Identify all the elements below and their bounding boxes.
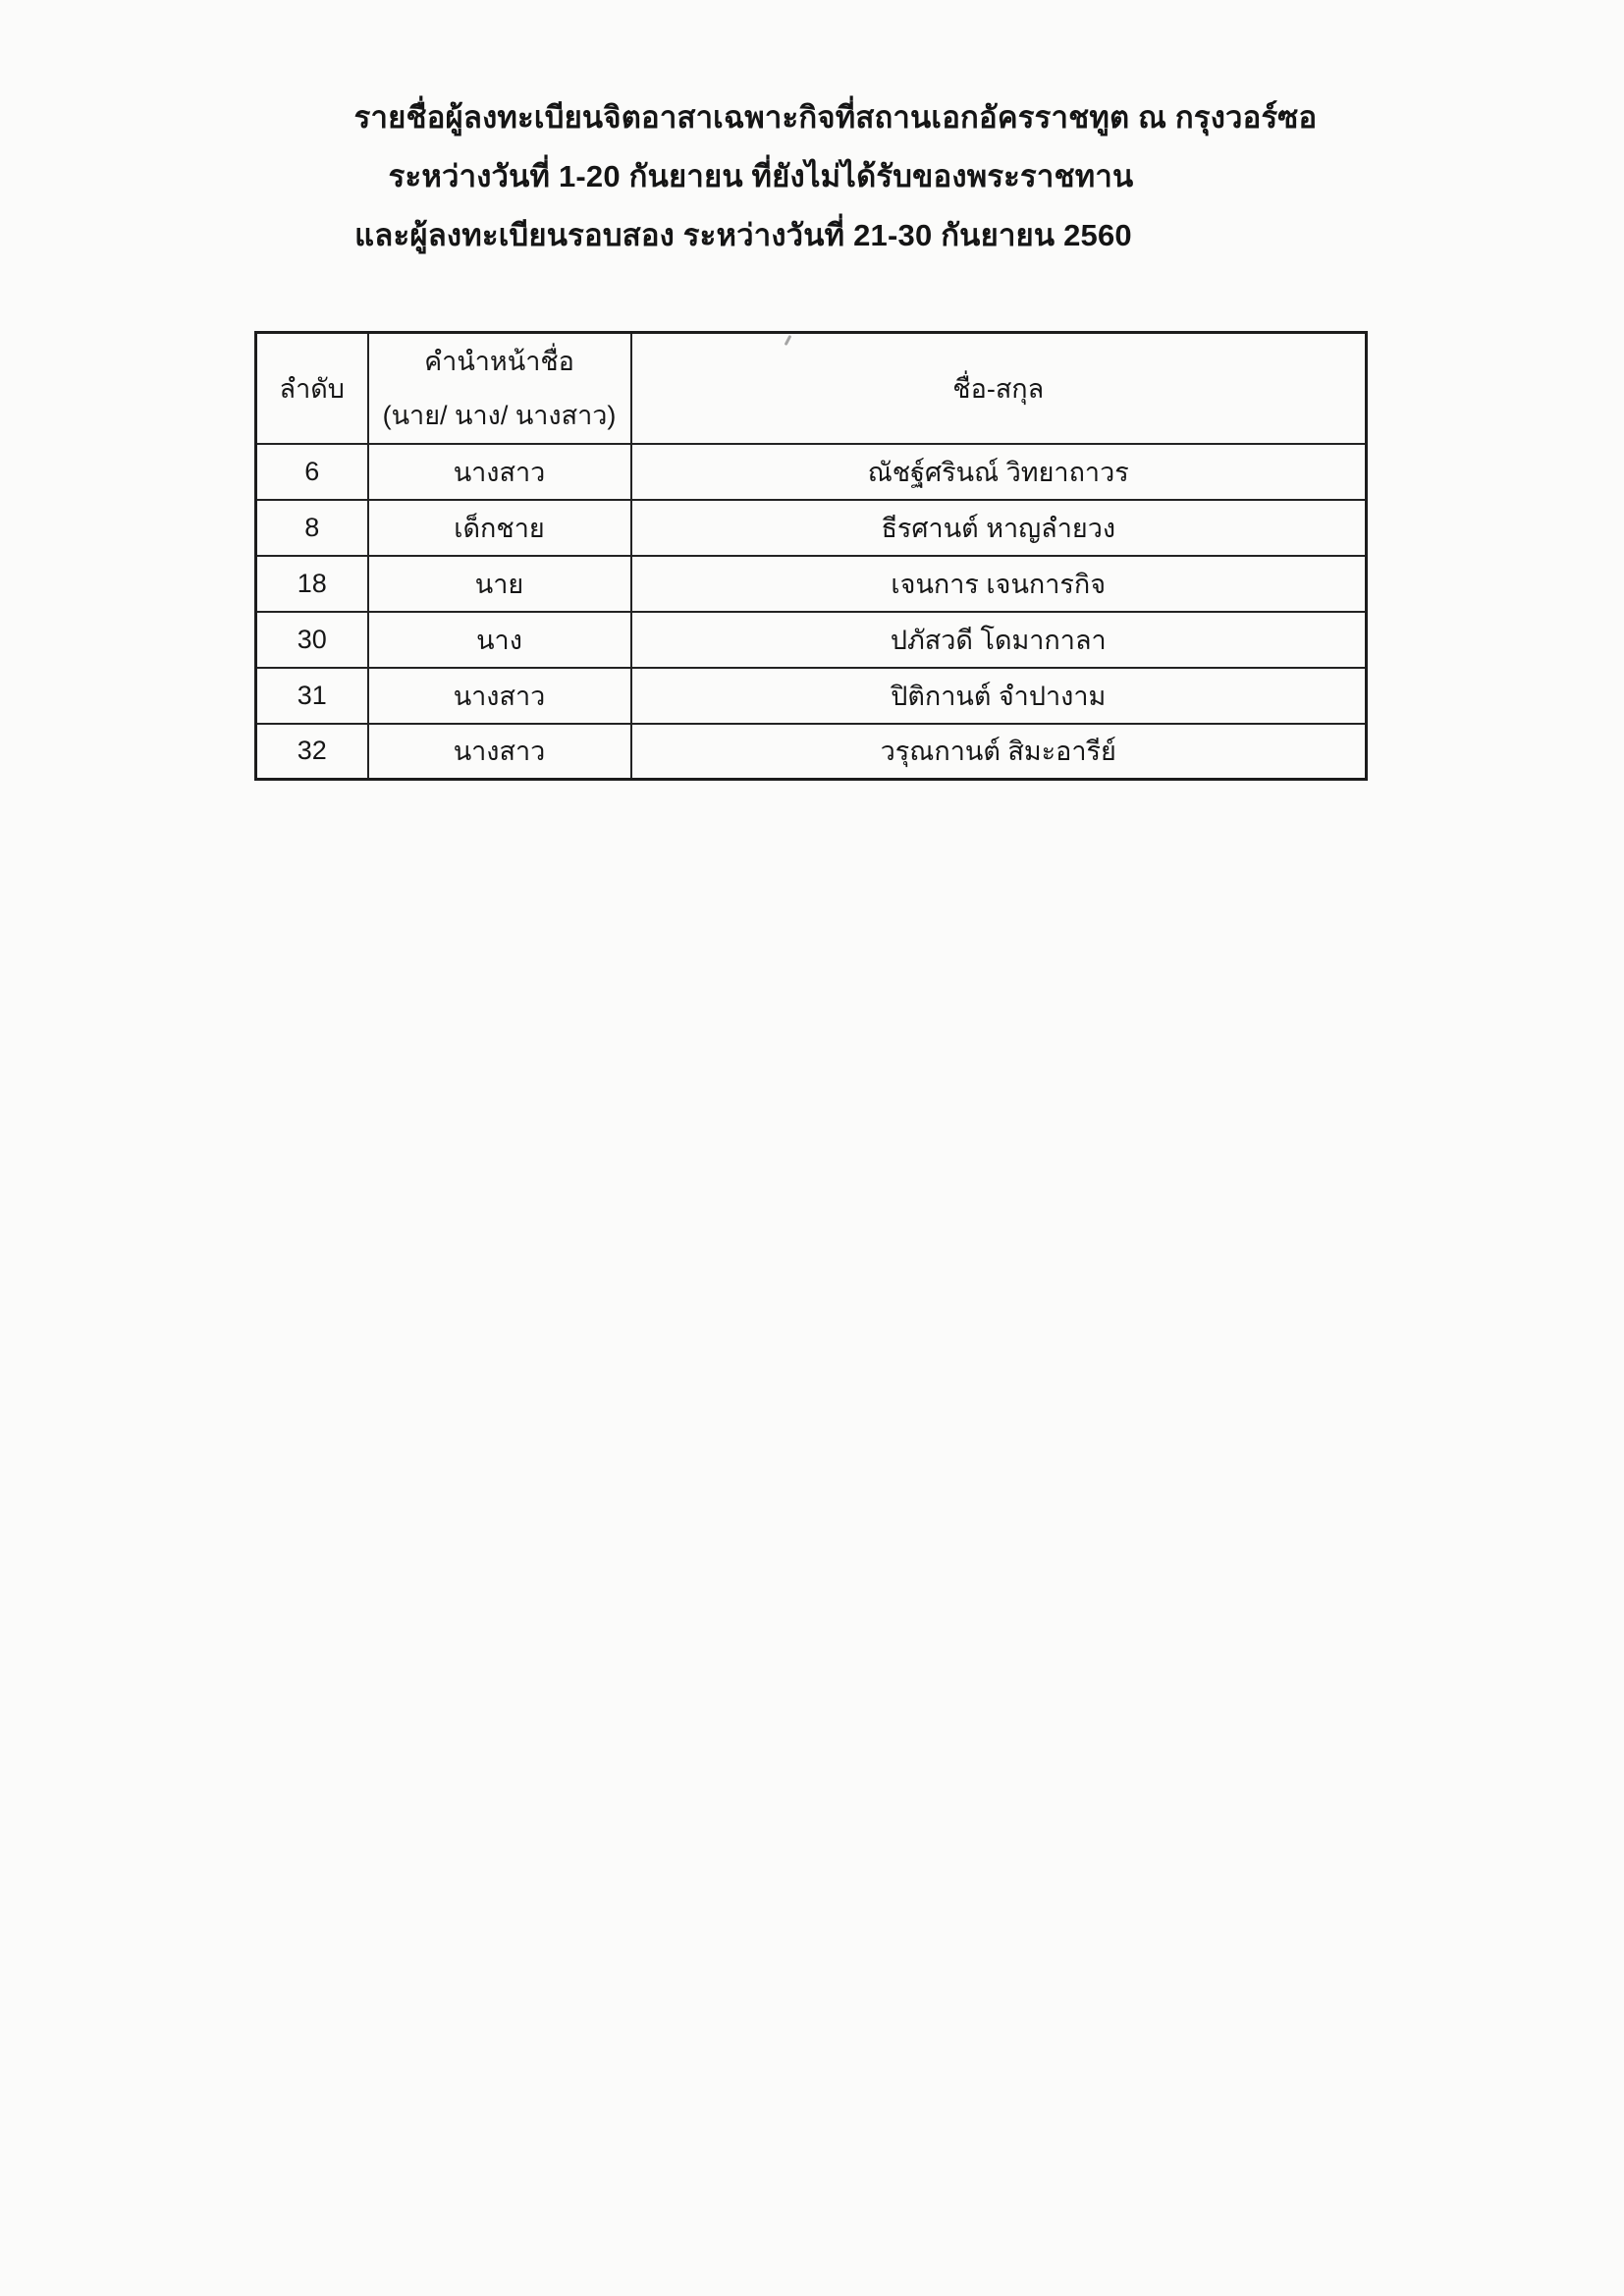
row-prefix: นางสาว xyxy=(368,724,631,780)
header-cell-name: ชื่อ-สกุล xyxy=(631,333,1367,444)
row-name: ปิติกานต์ จำปางาม xyxy=(631,668,1367,724)
row-prefix: นาง xyxy=(368,612,631,668)
title-line-2: ระหว่างวันที่ 1-20 กันยายน ที่ยังไม่ได้รับของพระราชทาน xyxy=(388,159,1134,193)
table-row xyxy=(256,556,1367,612)
header-cell-no: ลำดับ xyxy=(256,333,368,444)
row-no: 32 xyxy=(256,724,368,780)
row-prefix: นางสาว xyxy=(368,668,631,724)
row-no: 8 xyxy=(256,500,368,556)
row-name: ปภัสวดี โดมากาลา xyxy=(631,612,1367,668)
header-prefix-line1: คำนำหน้าชื่อ xyxy=(424,347,574,377)
row-name: ธีรศานต์ หาญลำยวง xyxy=(631,500,1367,556)
table-row xyxy=(256,724,1367,780)
row-prefix: นางสาว xyxy=(368,444,631,500)
table-row xyxy=(256,500,1367,556)
table-row xyxy=(256,612,1367,668)
row-name: ณัชฐ์ศรินณ์ วิทยาถาวร xyxy=(631,444,1367,500)
header-prefix-line2: (นาย/ นาง/ นางสาว) xyxy=(382,401,617,431)
row-name: เจนการ เจนการกิจ xyxy=(631,556,1367,612)
title-line-1: รายชื่อผู้ลงทะเบียนจิตอาสาเฉพาะกิจที่สถานเอกอัครราชทูต ณ กรุงวอร์ซอ xyxy=(353,100,1318,135)
registrants-table xyxy=(254,331,1368,781)
row-prefix: นาย xyxy=(368,556,631,612)
table-header-row xyxy=(256,333,1367,444)
row-prefix: เด็กชาย xyxy=(368,500,631,556)
row-no: 31 xyxy=(256,668,368,724)
row-no: 18 xyxy=(256,556,368,612)
header-cell-prefix xyxy=(368,333,631,444)
title-line-3: และผู้ลงทะเบียนรอบสอง ระหว่างวันที่ 21-30 กันยายน 2560 xyxy=(354,218,1132,252)
table-row xyxy=(256,668,1367,724)
row-name: วรุณกานต์ สิมะอารีย์ xyxy=(631,724,1367,780)
table-row xyxy=(256,444,1367,500)
row-no: 30 xyxy=(256,612,368,668)
row-no: 6 xyxy=(256,444,368,500)
